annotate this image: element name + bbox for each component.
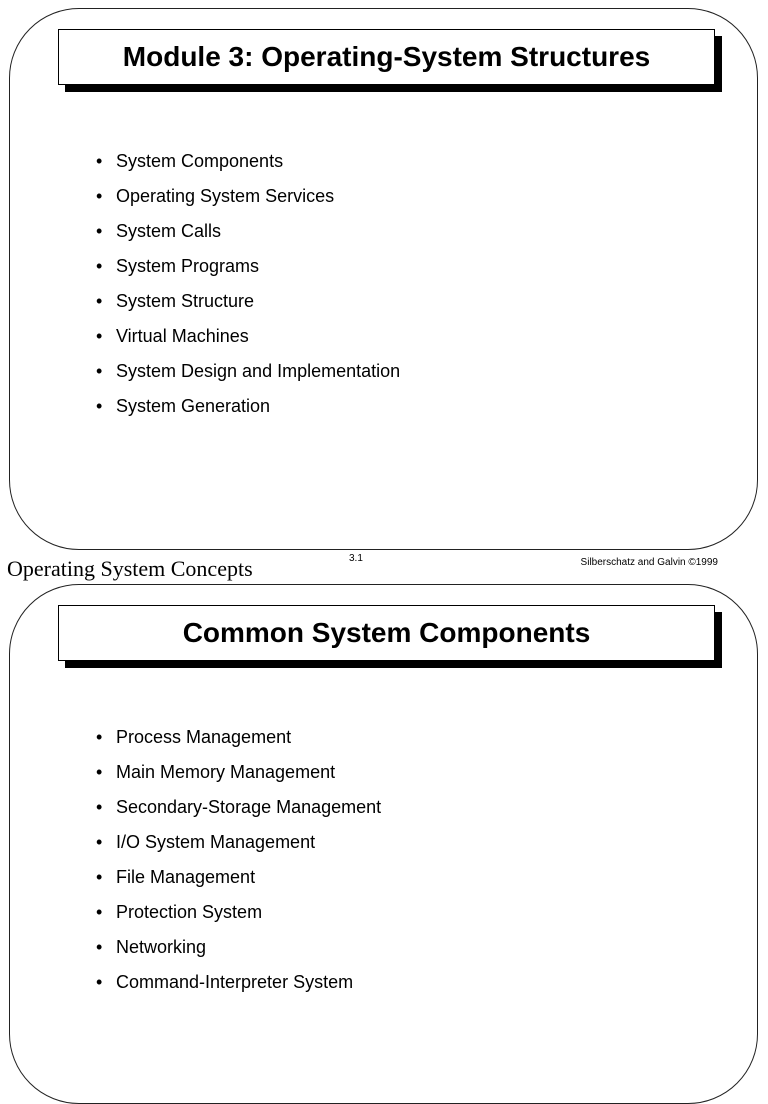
- bullet-icon: •: [96, 762, 103, 782]
- list-item-text: System Components: [116, 151, 284, 171]
- slide-title: Module 3: Operating-System Structures: [122, 41, 651, 72]
- list-item-text: Virtual Machines: [116, 326, 249, 346]
- bullet-icon: •: [96, 186, 103, 206]
- list-item: [96, 724, 381, 759]
- list-item-text: Networking: [116, 937, 207, 957]
- list-item: [96, 323, 400, 358]
- list-item: [96, 759, 381, 794]
- list-item: [96, 829, 381, 864]
- bullet-icon: •: [96, 221, 103, 241]
- list-item-text: System Generation: [116, 396, 271, 416]
- list-item-text: System Calls: [116, 221, 222, 241]
- bullet-icon: •: [96, 256, 103, 276]
- bullet-icon: •: [96, 291, 103, 311]
- list-item-text: Main Memory Management: [116, 762, 336, 782]
- bullet-icon: •: [96, 727, 103, 747]
- list-item: [96, 393, 400, 428]
- bullet-icon: •: [96, 867, 103, 887]
- list-item: [96, 899, 381, 934]
- list-item: [96, 358, 400, 393]
- bullet-icon: •: [96, 797, 103, 817]
- footer-course-title: Operating System Concepts: [7, 556, 253, 581]
- list-item: [96, 794, 381, 829]
- slide-title: Common System Components: [182, 617, 591, 648]
- list-item-text: I/O System Management: [116, 832, 316, 852]
- bullet-icon: •: [96, 396, 103, 416]
- slide-title-box: [58, 605, 715, 661]
- bullet-icon: •: [96, 832, 103, 852]
- bullet-icon: •: [96, 902, 103, 922]
- list-item-text: Protection System: [116, 902, 263, 922]
- list-item-text: Process Management: [116, 727, 292, 747]
- list-item-text: Command-Interpreter System: [116, 972, 354, 992]
- list-item-text: System Programs: [116, 256, 260, 276]
- list-item: [96, 934, 381, 969]
- bullet-icon: •: [96, 151, 103, 171]
- list-item-text: File Management: [116, 867, 256, 887]
- slide-title-box: [58, 29, 715, 85]
- bullet-icon: •: [96, 326, 103, 346]
- bullet-icon: •: [96, 937, 103, 957]
- bullet-icon: •: [96, 361, 103, 381]
- list-item-text: Operating System Services: [116, 186, 335, 206]
- list-item: [96, 864, 381, 899]
- list-item: [96, 253, 400, 288]
- slide-1: [9, 8, 758, 550]
- list-item: [96, 218, 400, 253]
- footer-copyright: Silberschatz and Galvin ©1999: [580, 557, 718, 568]
- list-item: [96, 183, 400, 218]
- bullet-icon: •: [96, 972, 103, 992]
- slide-2: [9, 584, 758, 1104]
- list-item: [96, 969, 381, 1004]
- list-item-text: System Design and Implementation: [116, 361, 401, 381]
- list-item: [96, 288, 400, 323]
- bullet-list: [96, 148, 400, 428]
- list-item: [96, 148, 400, 183]
- bullet-list: [96, 724, 381, 1004]
- footer-page-number: 3.1: [349, 553, 363, 564]
- list-item-text: System Structure: [116, 291, 255, 311]
- slide-footer: [0, 552, 768, 582]
- list-item-text: Secondary-Storage Management: [116, 797, 382, 817]
